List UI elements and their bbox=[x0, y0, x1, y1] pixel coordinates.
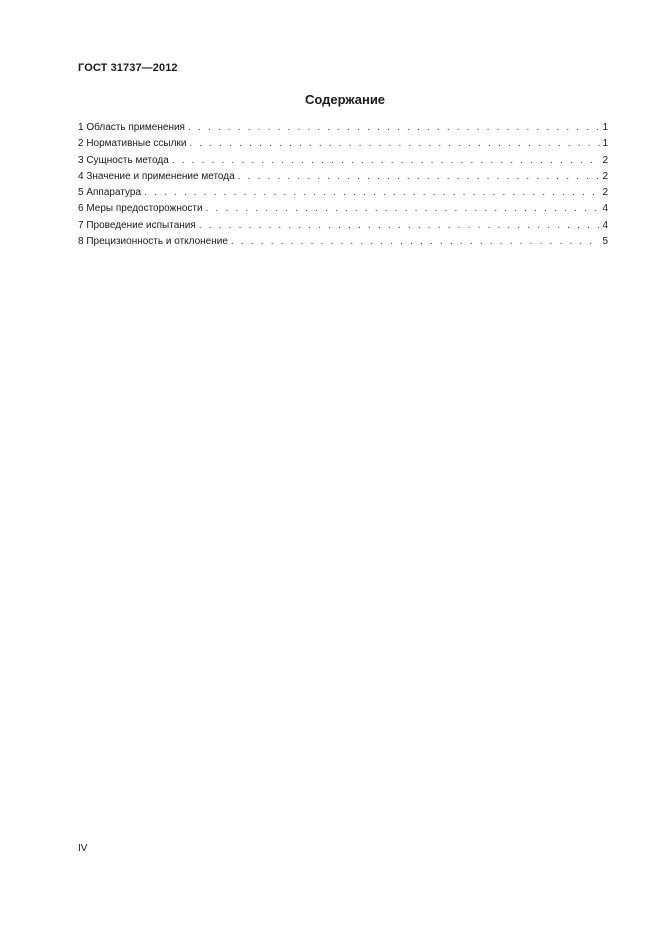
toc-leader-dots bbox=[238, 169, 601, 185]
toc-entry[interactable] bbox=[78, 153, 608, 169]
toc-leader-dots bbox=[199, 218, 601, 234]
toc-entry-page: 4 bbox=[602, 203, 608, 215]
document-code: ГОСТ 31737—2012 bbox=[78, 62, 178, 74]
table-of-contents bbox=[78, 120, 608, 250]
toc-entry[interactable] bbox=[78, 201, 608, 217]
toc-entry-page: 5 bbox=[602, 236, 608, 248]
toc-entry-page: 2 bbox=[602, 187, 608, 199]
toc-leader-dots bbox=[231, 234, 601, 250]
toc-leader-dots bbox=[172, 153, 601, 169]
toc-entry-label: 4 Значение и применение метода bbox=[78, 170, 235, 182]
toc-entry-page: 1 bbox=[602, 138, 608, 150]
toc-entry[interactable] bbox=[78, 218, 608, 234]
toc-entry-label: 8 Прецизионность и отклонение bbox=[78, 236, 228, 248]
toc-entry[interactable] bbox=[78, 169, 608, 185]
toc-leader-dots bbox=[144, 185, 600, 201]
toc-entry[interactable] bbox=[78, 120, 608, 136]
toc-entry-label: 7 Проведение испытания bbox=[78, 219, 196, 231]
toc-entry[interactable] bbox=[78, 234, 608, 250]
toc-title: Содержание bbox=[304, 92, 386, 107]
toc-entry-page: 2 bbox=[602, 170, 608, 182]
toc-entry[interactable] bbox=[78, 136, 608, 152]
toc-leader-dots bbox=[206, 201, 601, 217]
toc-leader-dots bbox=[189, 136, 600, 152]
toc-entry-label: 2 Нормативные ссылки bbox=[78, 138, 187, 150]
toc-entry-page: 4 bbox=[602, 219, 608, 231]
toc-entry-label: 5 Аппаратура bbox=[78, 187, 142, 199]
toc-entry-page: 1 bbox=[602, 122, 608, 133]
toc-entry-label: 6 Меры предосторожности bbox=[78, 203, 203, 215]
page-number: IV bbox=[78, 843, 88, 854]
toc-leader-dots bbox=[188, 120, 600, 136]
toc-entry-label: 3 Сущность метода bbox=[78, 154, 169, 166]
toc-entry-label: 1 Область применения bbox=[78, 122, 185, 133]
toc-entry[interactable] bbox=[78, 185, 608, 201]
toc-entry-page: 2 bbox=[602, 154, 608, 166]
